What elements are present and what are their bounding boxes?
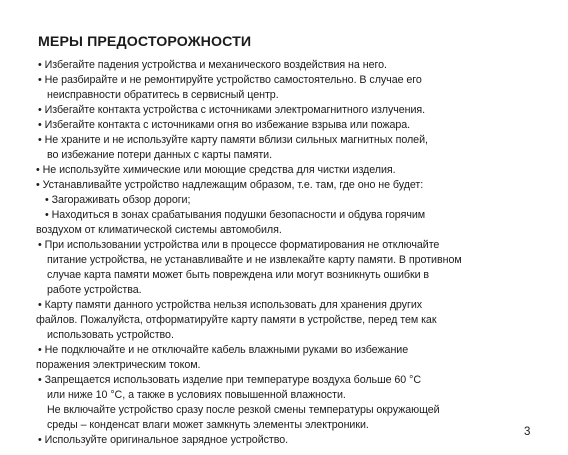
precaution-line: во избежание потери данных с карты памяти. [47,149,273,161]
precaution-line: файлов. Пожалуйста, отформатируйте карту памяти в устройстве, перед тем как [36,314,437,326]
precaution-line: • Загораживать обзор дороги; [45,194,191,206]
precaution-line: • Запрещается использовать изделие при температуре воздуха больше 60 °С [38,374,422,386]
precaution-line: среды – конденсат влаги может замкнуть элементы электроники. [47,419,369,431]
precaution-line: поражения электрическим током. [36,359,201,371]
precaution-line: • Используйте оригинальное зарядное устройство. [38,434,289,446]
precaution-line: • Не используйте химические или моющие средства для чистки изделия. [36,164,396,176]
page-number: 3 [524,426,531,438]
precaution-line: • Избегайте контакта устройства с источниками электромагнитного излучения. [38,104,426,116]
precaution-line: или ниже 10 °С, а также в условиях повышенной влажности. [47,389,346,401]
precaution-line: питание устройства, не устанавливайте и не извлекайте карту памяти. В противном [47,254,462,266]
precaution-line: неисправности обратитесь в сервисный центр. [47,89,279,101]
precaution-line: • При использовании устройства или в процессе форматирования не отключайте [38,239,440,251]
precaution-line: работе устройства. [47,284,142,296]
precaution-line: случае карта памяти может быть повреждена или могут возникнуть ошибки в [47,269,430,281]
precaution-line: • Не подключайте и не отключайте кабель влажными руками во избежание [38,344,409,356]
precaution-line: • Находиться в зонах срабатывания подушки безопасности и обдува горячим [45,209,426,221]
precaution-line: Не включайте устройство сразу после резкой смены температуры окружающей [47,404,440,416]
precaution-line: • Не храните и не используйте карту памяти вблизи сильных магнитных полей, [38,134,428,146]
precaution-line: • Избегайте контакта с источниками огня во избежание взрыва или пожара. [38,119,411,131]
precaution-line: • Не разбирайте и не ремонтируйте устройство самостоятельно. В случае его [38,74,422,86]
precaution-line: • Устанавливайте устройство надлежащим образом, т.е. там, где оно не будет: [36,179,424,191]
precaution-line: • Избегайте падения устройства и механического воздействия на него. [38,59,387,71]
section-title: МЕРЫ ПРЕДОСТОРОЖНОСТИ [38,34,252,50]
precaution-line: воздухом от климатической системы автомобиля. [36,224,282,236]
precaution-line: • Карту памяти данного устройства нельзя использовать для хранения других [38,299,423,311]
precaution-line: использовать устройство. [47,329,174,341]
